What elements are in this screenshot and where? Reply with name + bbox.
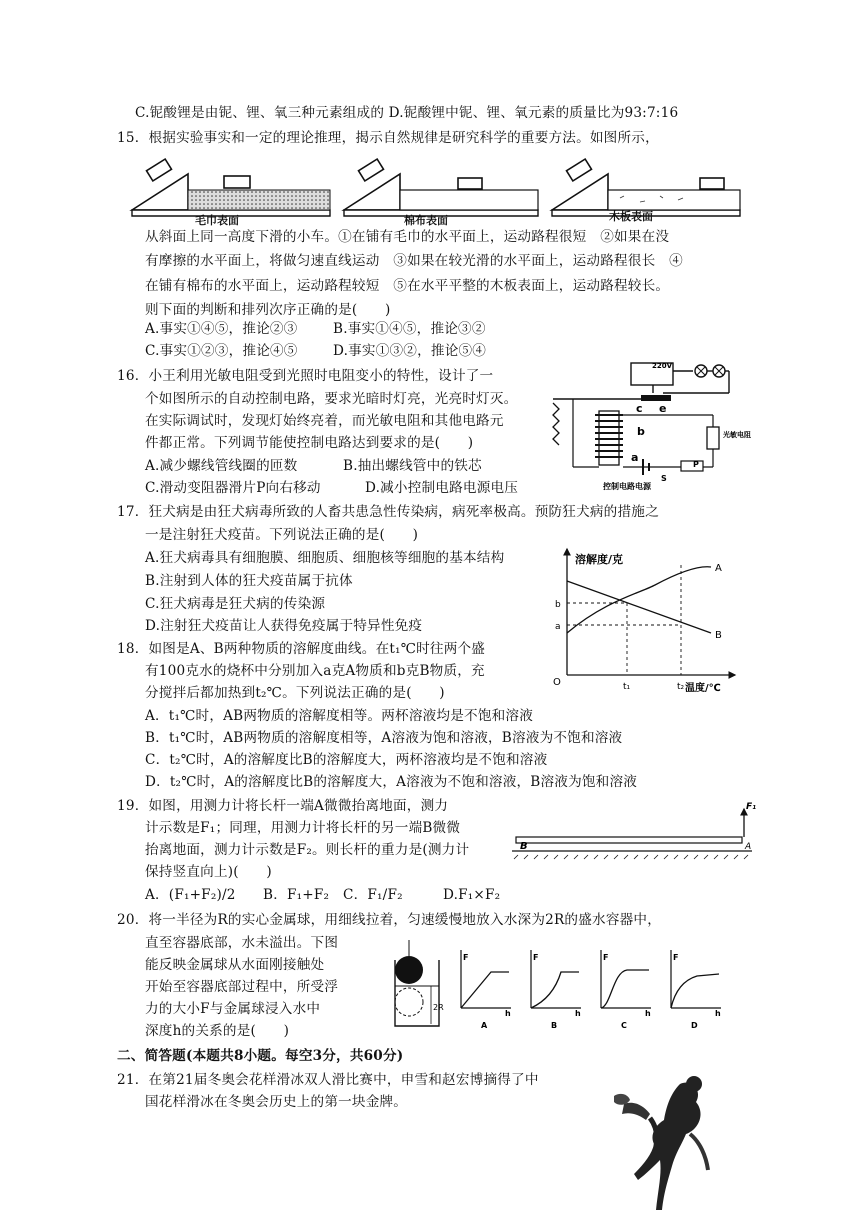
svg-text:B: B [551, 1021, 558, 1030]
q18-stem-1: 18．如图是A、B两种物质的溶解度曲线。在t₁℃时往两个盛 [117, 641, 486, 657]
section-2-heading: 二、简答题(本题共8小题。每空3分，共60分) [117, 1048, 404, 1064]
q17-stem-1: 17．狂犬病是由狂犬病毒所致的人畜共患急性传染病，病死率极高。预防狂犬病的措施之 [117, 504, 659, 520]
svg-text:P: P [693, 460, 699, 469]
q18-option-b: B．t₁℃时，AB两物质的溶解度相等，A溶液为饱和溶液，B溶液为不饱和溶液 [145, 730, 623, 746]
svg-text:F: F [463, 953, 469, 962]
q17-option-c: C.狂犬病毒是狂犬病的传染源 [145, 596, 326, 612]
q20-stem-3: 能反映金属球从水面刚接触处 [145, 957, 325, 973]
q18-stem-2: 有100克水的烧杯中分别加入a克A物质和b克B物质，充 [145, 663, 485, 679]
q17-option-a: A.狂犬病毒具有细胞膜、细胞质、细胞核等细胞的基本结构 [145, 550, 505, 566]
svg-text:a: a [555, 622, 561, 632]
q15-option-c: C.事实①②③，推论④⑤ [145, 343, 298, 359]
svg-text:b: b [637, 425, 645, 438]
q15-stem-4: 在铺有棉布的水平面上，运动路程较短 ⑤在水平平整的木板表面上，运动路程较长。 [145, 278, 670, 294]
q17-option-d: D.注射狂犬疫苗让人获得免疫属于特异性免疫 [145, 618, 423, 634]
q15-label-board: 木板表面 [609, 210, 653, 223]
svg-text:220V: 220V [652, 362, 673, 370]
q20-beaker [395, 940, 444, 1026]
q15-option-b: B.事实①④⑤，推论③② [333, 321, 486, 337]
svg-text:a: a [631, 451, 639, 464]
q21-stem-1: 21．在第21届冬奥会花样滑冰双人滑比赛中，申雪和赵宏博摘得了中 [117, 1072, 539, 1088]
q15-stem-2: 从斜面上同一高度下滑的小车。①在铺有毛巾的水平面上，运动路程很短 ②如果在没 [145, 229, 670, 245]
q19-stem-3: 抬离地面，测力计示数是F₂。则长杆的重力是(测力计 [145, 842, 470, 858]
svg-text:t₂: t₂ [677, 682, 685, 692]
q20-graph-b [531, 950, 581, 1030]
svg-text:控制电路电源: 控制电路电源 [603, 482, 651, 491]
q16-option-c: C.滑动变阻器滑片P向右移动 [145, 480, 321, 496]
photoresistor-icon [707, 427, 719, 449]
q19-stem-4: 保持竖直向上)( ) [145, 864, 272, 880]
q15-stem-5: 则下面的判断和排列次序正确的是( ) [145, 302, 391, 318]
q19-option-a: A．(F₁+F₂)/2 [145, 887, 236, 903]
q18-option-a: A．t₁℃时，AB两物质的溶解度相等。两杯溶液均是不饱和溶液 [145, 708, 533, 724]
svg-text:A: A [745, 842, 752, 852]
q18-stem-3: 分搅拌后都加热到t₂℃。下列说法正确的是( ) [145, 685, 445, 701]
svg-text:t₁: t₁ [623, 682, 631, 692]
q16-option-d: D.减小控制电路电源电压 [365, 480, 519, 496]
svg-text:F: F [603, 953, 609, 962]
q16-stem-1: 16．小王利用光敏电阻受到光照时电阻变小的特性，设计了一 [117, 368, 494, 384]
q21-stem-2: 国花样滑冰在冬奥会历史上的第一块金牌。 [145, 1094, 408, 1110]
q16-option-b: B.抽出螺线管中的铁芯 [343, 458, 482, 474]
q19-option-b: B．F₁+F₂ [263, 887, 330, 903]
svg-text:A: A [481, 1021, 488, 1030]
svg-text:h: h [715, 1009, 721, 1018]
q17-stem-2: 一是注射狂犬疫苗。下列说法正确的是( ) [145, 527, 419, 543]
q15-stem-3: 有摩擦的水平面上，将做匀速直线运动 ③如果在较光滑的水平面上，运动路程很长 ④ [145, 253, 683, 269]
svg-text:e: e [659, 402, 667, 415]
q20-figures [393, 936, 733, 1036]
q19-stem-2: 计示数是F₁；同理，用测力计将长杆的另一端B微微 [145, 820, 461, 836]
q20-stem-2: 直至容器底部，水未溢出。下图 [145, 935, 339, 951]
svg-text:F: F [673, 953, 679, 962]
q19-stem-1: 19．如图，用测力计将长杆一端A微微抬离地面，测力 [117, 798, 449, 814]
q15-cloth-setup [344, 159, 538, 216]
svg-text:O: O [553, 677, 561, 688]
svg-text:2R: 2R [433, 1003, 444, 1012]
q15-option-d: D.事实①③②，推论⑤④ [333, 343, 487, 359]
q20-stem-5: 力的大小F与金属球浸入水中 [145, 1001, 321, 1017]
svg-text:C: C [621, 1021, 627, 1030]
q15-option-a: A.事实①④⑤，推论②③ [145, 321, 298, 337]
svg-text:c: c [636, 402, 643, 415]
skating-pair-image [610, 1070, 720, 1220]
q15-label-towel: 毛巾表面 [195, 214, 239, 227]
svg-text:溶解度/克: 溶解度/克 [575, 553, 624, 566]
q19-option-d: D.F₁×F₂ [443, 887, 501, 903]
rheostat-icon [681, 461, 703, 471]
svg-text:b: b [555, 600, 561, 610]
q20-graph-a [461, 950, 511, 1030]
q17-option-b: B.注射到人体的狂犬疫苗属于抗体 [145, 573, 353, 589]
q16-circuit-diagram [543, 355, 751, 495]
svg-text:F₁: F₁ [746, 802, 757, 812]
q20-stem-6: 深度h的关系的是( ) [145, 1023, 290, 1039]
q20-graph-c [601, 950, 651, 1030]
q20-graph-d [671, 950, 721, 1030]
q16-stem-2: 个如图所示的自动控制电路，要求光暗时灯亮，光亮时灯灭。 [145, 391, 518, 407]
svg-text:温度/℃: 温度/℃ [685, 683, 721, 694]
svg-text:h: h [575, 1009, 581, 1018]
q16-stem-4: 件都正常。下列调节能使控制电路达到要求的是( ) [145, 435, 474, 451]
svg-text:A: A [715, 563, 722, 574]
q18-option-c: C．t₂℃时，A的溶解度比B的溶解度大，两杯溶液均是不饱和溶液 [145, 752, 548, 768]
q20-stem-4: 开始至容器底部过程中，所受浮 [145, 979, 339, 995]
q18-option-d: D．t₂℃时，A的溶解度比B的溶解度大，A溶液为不饱和溶液，B溶液为饱和溶液 [145, 774, 638, 790]
q16-option-a: A.减少螺线管线圈的匝数 [145, 458, 298, 474]
svg-text:光敏电阻: 光敏电阻 [723, 431, 751, 439]
q15-label-cloth: 棉布表面 [404, 214, 448, 227]
q20-stem-1: 20．将一半径为R的实心金属球，用细线拉着，匀速缓慢地放入水深为2R的盛水容器中， [117, 912, 661, 928]
svg-text:h: h [645, 1009, 651, 1018]
svg-text:B: B [520, 841, 528, 852]
svg-text:h: h [505, 1009, 511, 1018]
q15-towel-setup [132, 159, 330, 216]
q18-solubility-graph [545, 545, 745, 695]
svg-text:D: D [691, 1021, 698, 1030]
q16-stem-3: 在实际调试时，发现灯始终亮着，而光敏电阻和其他电路元 [145, 413, 504, 429]
svg-text:B: B [715, 630, 722, 641]
q14-options-cd: C.铌酸锂是由铌、锂、氧三种元素组成的 D.铌酸锂中铌、锂、氧元素的质量比为93:7:16 [135, 105, 679, 121]
q19-rod-figure [512, 795, 762, 865]
q19-option-c: C．F₁/F₂ [343, 887, 403, 903]
q15-stem-1: 15．根据实验事实和一定的理论推理，揭示自然规律是研究科学的重要方法。如图所示， [117, 130, 659, 146]
svg-text:S: S [661, 474, 667, 483]
svg-text:F: F [533, 953, 539, 962]
